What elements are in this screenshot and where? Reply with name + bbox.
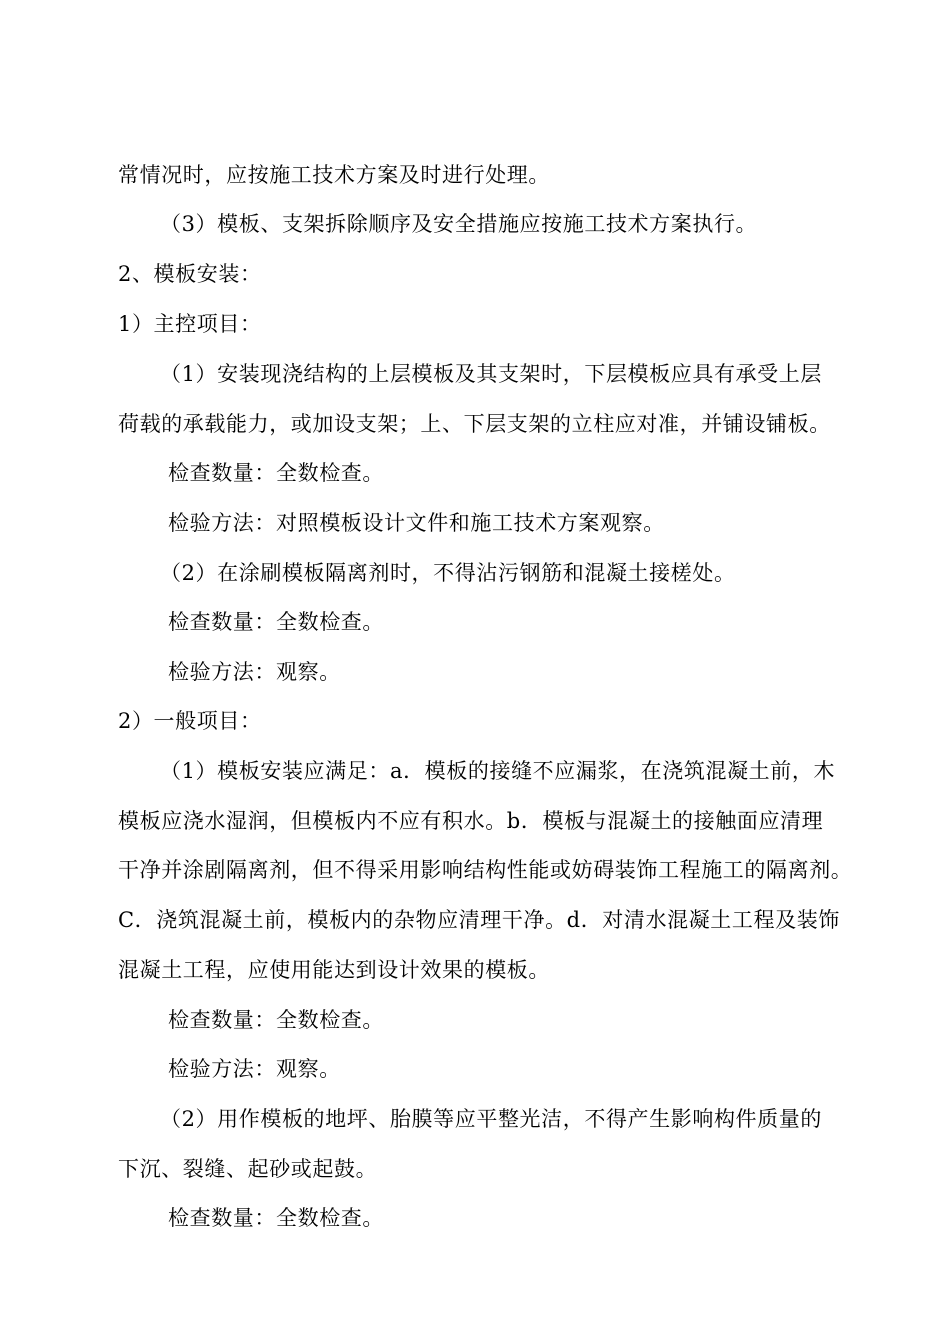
text-line: 检验方法：观察。: [168, 660, 341, 684]
text-line: 干净并涂剧隔离剂，但不得采用影响结构性能或妨碍装饰工程施工的隔离剂。: [118, 858, 853, 882]
text-line: （1）安装现浇结构的上层模板及其支架时，下层模板应具有承受上层: [160, 362, 822, 386]
text-line: 常情况时，应按施工技术方案及时进行处理。: [118, 163, 550, 187]
text-line: （2）在涂刷模板隔离剂时，不得沾污钢筋和混凝土接槎处。: [160, 561, 736, 585]
text-line: 下沉、裂缝、起砂或起鼓。: [118, 1157, 378, 1181]
text-line: 荷载的承载能力，或加设支架；上、下层支架的立柱应对准，并铺设铺板。: [118, 412, 831, 436]
text-line: （3）模板、支架拆除顺序及安全措施应按施工技术方案执行。: [160, 212, 758, 236]
text-line: （2）用作模板的地坪、胎膜等应平整光洁，不得产生影响构件质量的: [160, 1107, 822, 1131]
text-line: 检查数量：全数检查。: [168, 1008, 384, 1032]
text-line: 检查数量：全数检查。: [168, 610, 384, 634]
text-line: 检验方法：观察。: [168, 1057, 341, 1081]
text-line: 检查数量：全数检查。: [168, 1206, 384, 1230]
subsection-heading: 2）一般项目：: [118, 709, 262, 733]
text-line: 检验方法：对照模板设计文件和施工技术方案观察。: [168, 511, 665, 535]
text-line: C．浇筑混凝土前，模板内的杂物应清理干净。d．对清水混凝土工程及装饰: [118, 908, 840, 932]
text-line: 混凝土工程，应使用能达到设计效果的模板。: [118, 958, 550, 982]
text-line: （1）模板安装应满足：a．模板的接缝不应漏浆，在浇筑混凝土前，木: [160, 759, 836, 783]
subsection-heading: 1）主控项目：: [118, 312, 262, 336]
text-line: 检查数量：全数检查。: [168, 461, 384, 485]
text-line: 模板应浇水湿润，但模板内不应有积水。b．模板与混凝土的接触面应清理: [118, 809, 824, 833]
section-heading: 2、模板安装：: [118, 262, 262, 286]
